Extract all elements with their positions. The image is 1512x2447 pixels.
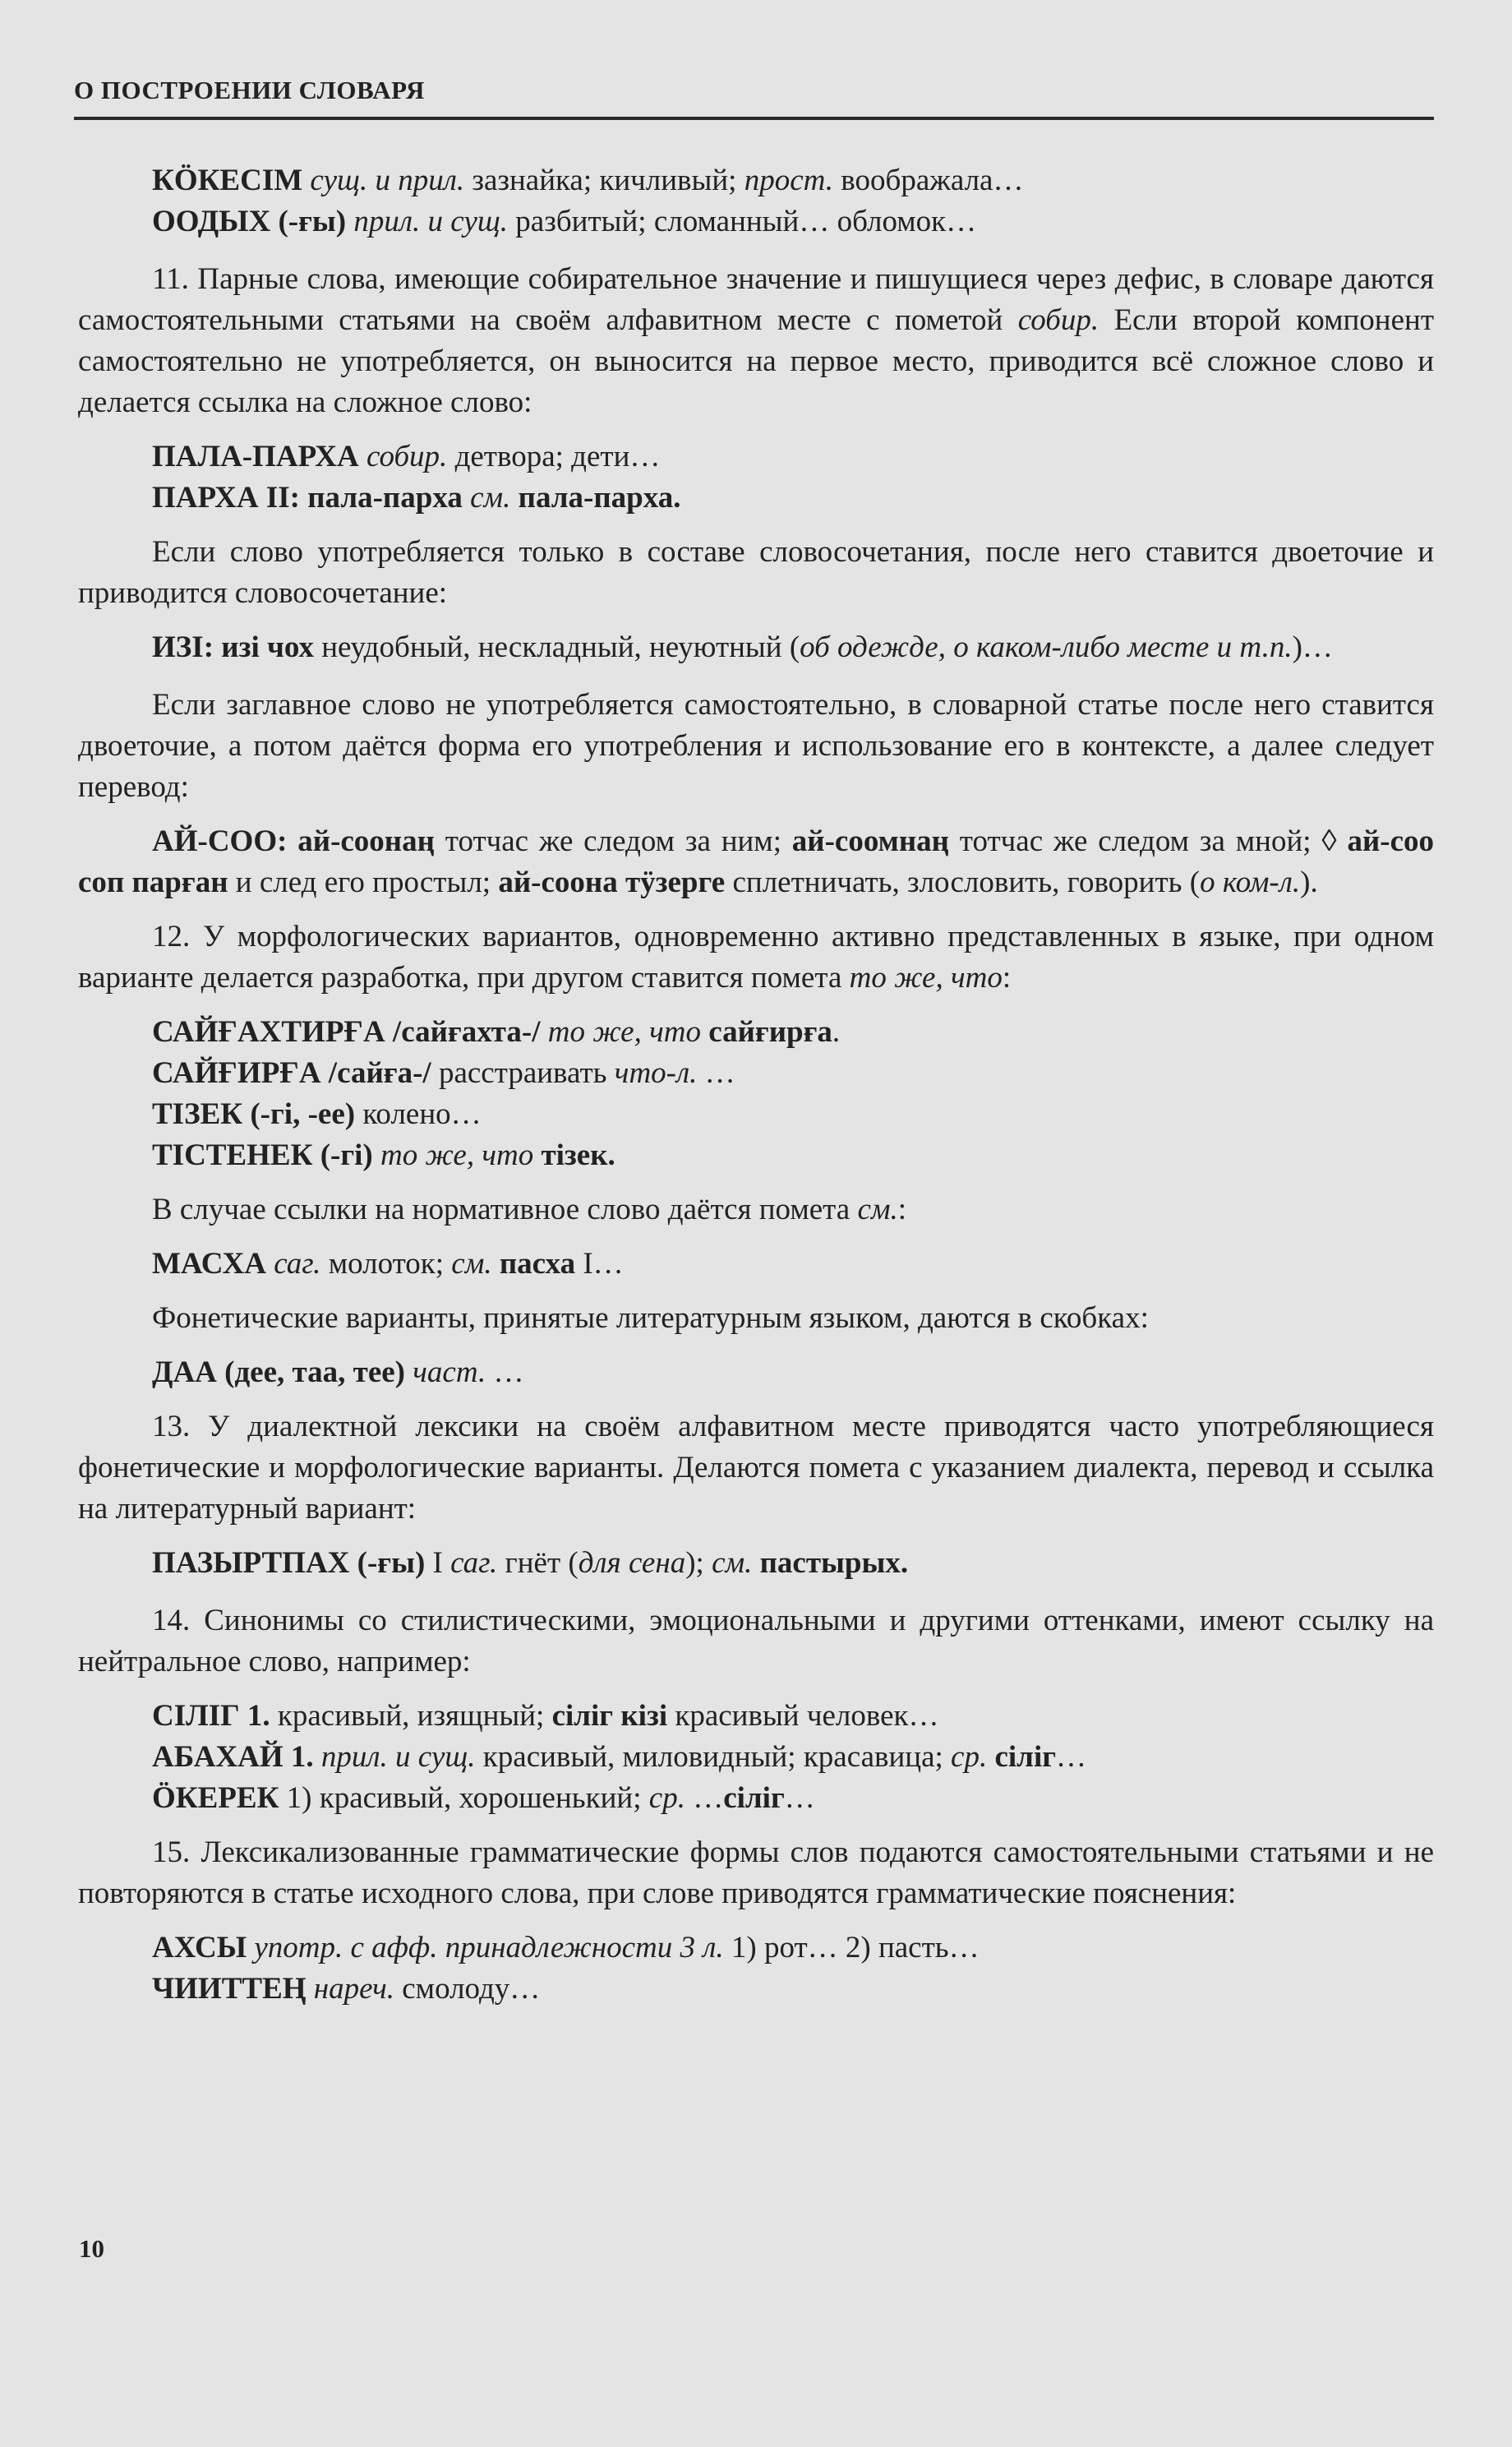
headword: ПАЗЫРТПАХ (-ғы)	[152, 1546, 426, 1580]
page-number: 10	[79, 2234, 104, 2263]
usage-note: о ком-л.	[1200, 866, 1301, 899]
headword: САЙҒАХТИРҒА /сайғахта-/	[152, 1015, 541, 1049]
entry-masha: МАСХА саг. молоток; см. пасха I…	[152, 1247, 624, 1281]
section-12-paragraph: 12. У морфологических вариантов, одновременно активно представленных в языке, при одном варианте делается разработка, при другом ставится помета то же, что:	[78, 920, 1434, 995]
entry-ahsy: АХСЫ употр. с афф. принадлежности 3 л. 1) рот… 2) пасть…	[152, 1931, 980, 1965]
cross-reference: пала-парха.	[518, 481, 681, 515]
translation: разбитый; сломанный… обломок…	[508, 205, 977, 238]
headword: ЧИИТТЕҢ	[152, 1972, 307, 2006]
entry-pazyrtpah: ПАЗЫРТПАХ (-ғы) I саг. гнёт (для сена); см. пастырых.	[152, 1546, 909, 1580]
grammar-mark: собир.	[366, 440, 448, 473]
header-rule	[74, 117, 1434, 120]
cross-reference: пастырых.	[759, 1546, 909, 1580]
entry-saigahtirga: САЙҒАХТИРҒА /сайғахта-/ то же, что сайғирға.	[152, 1015, 841, 1049]
headword: ПАЛА-ПАРХА	[152, 440, 359, 473]
grammar-mark: употр. с афф. принадлежности 3 л.	[254, 1931, 724, 1965]
headword: АЙ-СОО:	[152, 824, 288, 858]
cross-reference: сайғирға	[708, 1015, 832, 1049]
headword: ООДЫХ (-ғы)	[152, 205, 347, 238]
style-mark: прост.	[744, 164, 834, 197]
same-as-mark: то же, что	[380, 1138, 534, 1172]
phrase: ай-соонаң	[297, 824, 435, 858]
headword: СІЛІГ 1.	[152, 1699, 270, 1733]
translation: воображала…	[833, 164, 1024, 197]
phrase: ай-соона тӱзерге	[498, 866, 726, 899]
see-mark: см.	[470, 481, 511, 515]
grammar-mark: прил. и сущ.	[320, 1740, 476, 1774]
cross-reference: пасха	[499, 1247, 576, 1281]
cross-reference: тізек.	[541, 1138, 615, 1172]
compare-mark: ср.	[951, 1740, 988, 1774]
entry-chiitten: ЧИИТТЕҢ нареч. смолоду…	[152, 1972, 541, 2006]
usage-note: об одежде, о каком-либо месте и т.п.	[800, 630, 1293, 664]
section-13-paragraph: 13. У диалектной лексики на своём алфавитном месте приводятся часто употребляющиеся фонетические и морфологические варианты. Делаются помета с указанием диалекта, перевод и ссылка на литературный вариант:	[78, 1410, 1434, 1526]
entry-tistenek	[78, 1135, 1434, 1176]
phrase: пала-парха	[307, 481, 463, 515]
section-14-paragraph: 14. Синонимы со стилистическими, эмоциональными и другими оттенками, имеют ссылку на нейтральное слово, например:	[78, 1604, 1434, 1678]
entry-oodyh	[78, 201, 1434, 242]
headword-usage-paragraph: Если заглавное слово не употребляется самостоятельно, в словарной статье после него ставится двоеточие, а потом даётся форма его употребления и использование его в контексте, а далее следует перевод:	[78, 688, 1434, 804]
headword: ТІСТЕНЕК (-гі)	[152, 1138, 373, 1172]
cross-reference: сіліг	[723, 1781, 785, 1815]
entry-ai-soo: АЙ-СОО: ай-соонаң тотчас же следом за ним; ай-соомнаң тотчас же следом за мной; ◊ ай-соо соп парған и след его простыл; ай-соона тӱзерге сплетничать, злословить, говорить (о ком-л.).	[78, 824, 1434, 899]
section-15-paragraph: 15. Лексикализованные грамматические формы слов подаются самостоятельными статьями и не повторяются в статье исходного слова, при слове приводятся грамматические пояснения:	[78, 1835, 1434, 1910]
see-mark: см.	[712, 1546, 753, 1580]
usage-note: для сена	[578, 1546, 686, 1580]
dialect-mark: саг.	[274, 1247, 321, 1281]
entry-daa: ДАА (дее, таа, тее) част. …	[152, 1355, 524, 1389]
grammar-mark: нареч.	[313, 1972, 394, 2006]
headword: ТІЗЕК (-гі, -ее)	[152, 1097, 356, 1131]
entry-abahai: АБАХАЙ 1. прил. и сущ. красивый, миловидный; красавица; ср. сіліг…	[152, 1740, 1087, 1774]
entry-tizek: ТІЗЕК (-гі, -ее) колено…	[152, 1097, 482, 1131]
entry-izi: ИЗІ: изі чох неудобный, нескладный, неуютный (об одежде, о каком-либо месте и т.п.)…	[152, 630, 1333, 664]
headword: САЙҒИРҒА /сайға-/	[152, 1056, 431, 1090]
running-header: О ПОСТРОЕНИИ СЛОВАРЯ	[74, 76, 425, 104]
same-as-mark: то же, что	[547, 1015, 701, 1049]
phrase: сіліг кізі	[551, 1699, 668, 1733]
section-11-paragraph: 11. Парные слова, имеющие собирательное значение и пишущиеся через дефис, в словаре даются самостоятельными статьями на своём алфавитном месте с пометой собир. Если второй компонент самостоятельно не употребляется, он выносится на первое место, приводится всё сложное слово и делается ссылка на сложное слово:	[78, 262, 1434, 419]
headword: АБАХАЙ 1.	[152, 1740, 314, 1774]
normative-ref-paragraph: В случае ссылки на нормативное слово даётся помета см.:	[152, 1193, 907, 1226]
colon-paragraph: Если слово употребляется только в составе словосочетания, после него ставится двоеточие и приводится словосочетание:	[78, 535, 1434, 610]
see-mark: см.	[451, 1247, 492, 1281]
page-body	[78, 160, 1434, 2010]
phrase: ай-соомнаң	[791, 824, 949, 858]
entry-okerek: ӦКЕРЕК 1) красивый, хорошенький; ср. …сіліг…	[152, 1781, 815, 1815]
entry-pala-parha	[78, 436, 1434, 478]
headword: ӦКЕРЕК	[152, 1781, 279, 1815]
grammar-mark: прил. и сущ.	[353, 205, 509, 238]
phrase: изі чох	[221, 630, 314, 664]
dialect-mark: саг.	[450, 1546, 498, 1580]
cross-reference: сіліг	[994, 1740, 1057, 1774]
phonetic-variants-paragraph: Фонетические варианты, принятые литературным языком, даются в скобках:	[152, 1301, 1149, 1335]
translation: детвора; дети…	[447, 440, 661, 473]
entry-silig: СІЛІГ 1. красивый, изящный; сіліг кізі красивый человек…	[152, 1699, 939, 1733]
phrase: ай-соо соп парған	[78, 824, 1434, 899]
grammar-mark: сущ. и прил.	[310, 164, 465, 197]
entry-saigirga: САЙҒИРҒА /сайға-/ расстраивать что-л. …	[152, 1056, 735, 1090]
headword: ДАА (дее, таа, тее)	[152, 1355, 405, 1389]
headword: ПАРХА II:	[152, 481, 300, 515]
part-of-speech: част.	[413, 1355, 486, 1389]
entry-parha	[78, 478, 1434, 519]
headword: АХСЫ	[152, 1931, 247, 1965]
headword: КӦКЕСІМ	[152, 164, 303, 197]
translation: зазнайка; кичливый;	[464, 164, 744, 197]
headword: МАСХА	[152, 1247, 267, 1281]
compare-mark: ср.	[648, 1781, 685, 1815]
entry-kokesim	[78, 160, 1434, 201]
headword: ИЗІ:	[152, 630, 214, 664]
